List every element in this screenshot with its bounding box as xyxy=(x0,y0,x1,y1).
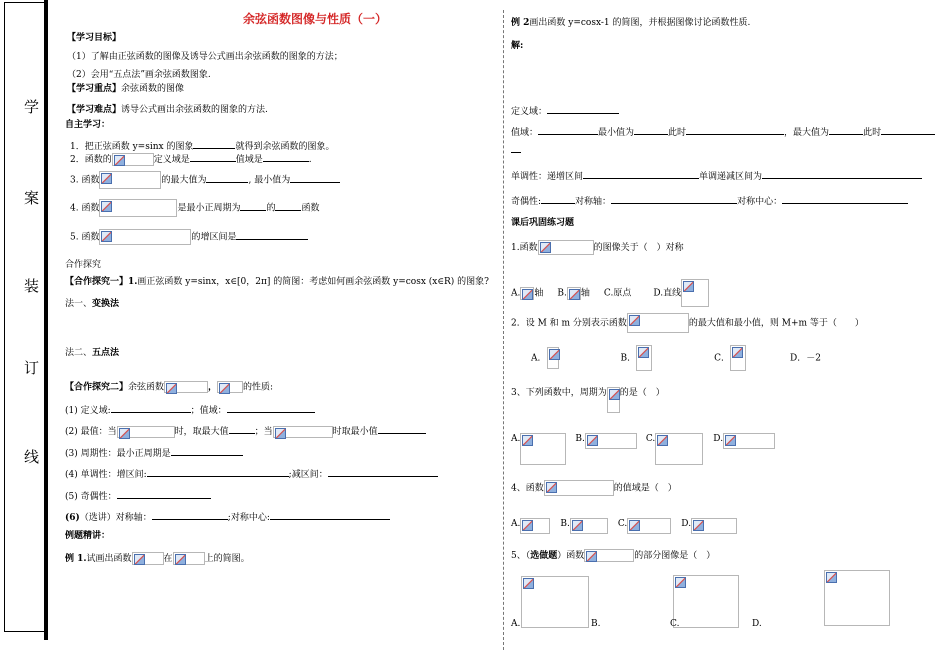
image-placeholder-icon xyxy=(546,482,557,493)
q-text: 定义域是 xyxy=(153,155,190,165)
image-placeholder-icon xyxy=(725,435,736,446)
image-placeholder-icon xyxy=(522,520,533,531)
q-text: 的图像关于（ ）对称 xyxy=(593,243,684,253)
answer-text: 值域： xyxy=(511,128,539,138)
blank-line xyxy=(782,194,908,204)
example-text: 画出函数 y=cosx-1 的简图，并根据图像讨论函数性质. xyxy=(529,18,751,28)
binding-char: 订 xyxy=(24,359,40,377)
answer-range xyxy=(511,125,935,139)
formula-image xyxy=(627,518,671,534)
method-label: 法二、 xyxy=(65,348,93,358)
blank-line xyxy=(686,125,784,135)
binding-char: 学 xyxy=(24,98,40,116)
formula-image xyxy=(547,347,559,369)
option-label: A. xyxy=(511,434,521,444)
coop-one-text: 画正弦函数 y=sinx，x∈[0，2π] 的简图：考虑如何画余弦函数 y=cosx (x∈R) 的图象? xyxy=(137,277,489,287)
formula-image xyxy=(585,433,637,449)
prop-text: (5) 奇偶性： xyxy=(65,492,117,502)
formula-image xyxy=(538,240,594,255)
examples-heading: 例题精讲： xyxy=(65,531,111,541)
option-label: B． xyxy=(620,353,637,364)
formula-image xyxy=(173,552,205,565)
formula-image xyxy=(99,171,161,189)
practice-q2 xyxy=(511,313,864,333)
coop-part-one xyxy=(65,276,489,288)
goal-item: （1）了解由正弦函数的图像及诱导公式画出余弦函数的图象的方法； xyxy=(67,52,343,62)
q-text: ）函数 xyxy=(557,551,585,561)
answer-monotone xyxy=(511,169,922,183)
blank-line xyxy=(229,424,255,434)
answer-text: 单调性：递增区间 xyxy=(511,172,584,182)
optional-tag: 选做题 xyxy=(530,551,558,561)
blank-line xyxy=(152,510,228,520)
practice-q4-options xyxy=(511,518,737,534)
image-placeholder-icon xyxy=(119,428,130,439)
image-placeholder-icon xyxy=(572,520,583,531)
blank-line xyxy=(190,152,236,162)
self-study-q5 xyxy=(70,229,308,245)
option-label: C. xyxy=(645,434,656,444)
q-text: 4. 函数 xyxy=(70,203,100,214)
image-placeholder-icon xyxy=(693,520,704,531)
q-text: 的最大值和最小值，则 M+m 等于（ ） xyxy=(688,318,864,329)
q-text: 的 xyxy=(266,203,276,214)
q-text: 的部分图像是（ ） xyxy=(634,551,716,561)
blank-line xyxy=(511,143,521,153)
q-text: 值域是 xyxy=(235,155,263,165)
q-text: 3. 函数 xyxy=(70,175,100,186)
q-text: 的最大值为 xyxy=(161,175,207,186)
graph-option-label: D. xyxy=(752,619,762,629)
option-text: 轴 xyxy=(580,288,590,299)
q-text: . xyxy=(308,155,312,165)
graph-option-image xyxy=(824,570,890,626)
formula-image xyxy=(730,345,746,371)
graph-option-label: A. xyxy=(511,619,521,629)
example-label: 例 2 xyxy=(511,18,530,28)
q-text: 4、函数 xyxy=(511,483,544,494)
formula-image xyxy=(570,518,608,534)
image-placeholder-icon xyxy=(101,231,112,242)
q-text: 5. 函数 xyxy=(70,232,100,243)
blank-line xyxy=(171,446,243,456)
blank-line xyxy=(263,152,309,162)
q-text: 就得到余弦函数的图象。 xyxy=(235,142,335,152)
binding-bar xyxy=(44,0,48,640)
q-text: 函数 xyxy=(301,203,320,214)
formula-image xyxy=(627,313,689,333)
formula-image xyxy=(164,381,208,393)
goals-heading: 【学习目标】 xyxy=(67,33,122,43)
graph-option-label: C. xyxy=(670,619,680,629)
practice-q3 xyxy=(511,387,665,413)
blank-line xyxy=(881,125,935,135)
option-label: A. xyxy=(511,288,521,299)
coop-one-label: 【合作探究一】 xyxy=(65,277,129,287)
blank-line xyxy=(611,194,737,204)
option-label: B. xyxy=(557,288,567,299)
range-line-wrap xyxy=(511,143,521,157)
prop-text: 时，取最大值 xyxy=(174,427,229,437)
image-placeholder-icon xyxy=(549,349,560,360)
blank-line xyxy=(227,403,315,413)
blank-line xyxy=(111,403,191,413)
example-label: 例 1. xyxy=(65,554,87,564)
image-placeholder-icon xyxy=(638,347,649,358)
column-divider xyxy=(503,10,504,650)
formula-image xyxy=(607,387,620,413)
image-placeholder-icon xyxy=(657,435,668,446)
blank-line xyxy=(538,125,598,135)
formula-image xyxy=(112,153,154,166)
blank-line xyxy=(583,169,699,179)
q-text: , 最小值为 xyxy=(248,175,291,186)
option-label: C． xyxy=(714,353,731,364)
image-placeholder-icon xyxy=(683,281,694,292)
answer-text: ，最大值为 xyxy=(784,128,830,138)
option-text: D．－2 xyxy=(790,353,821,364)
practice-q4 xyxy=(511,480,677,496)
formula-image xyxy=(273,426,333,438)
image-placeholder-icon xyxy=(175,554,186,565)
coop-heading: 合作探究 xyxy=(65,260,102,270)
image-placeholder-icon xyxy=(522,289,533,300)
image-placeholder-icon xyxy=(101,201,112,212)
coop-two-tail: 的性质: xyxy=(243,382,274,393)
image-placeholder-icon xyxy=(523,578,534,589)
example-two xyxy=(511,17,750,29)
prop-text: (3) 周期性：最小正周期是 xyxy=(65,449,171,459)
example-text: 试画出函数 xyxy=(86,554,132,564)
q-text: 2．设 M 和 m 分别表示函数 xyxy=(511,318,627,329)
method-two xyxy=(65,347,119,359)
difficult-point-text: 诱导公式画出余弦函数的图象的方法. xyxy=(121,105,268,115)
blank-line xyxy=(147,467,289,477)
answer-text: 最小值为 xyxy=(598,128,635,138)
image-placeholder-icon xyxy=(732,347,743,358)
prop-text: (1) 定义域: xyxy=(65,406,111,416)
formula-image xyxy=(217,381,243,393)
difficult-point-label: 【学习难点】 xyxy=(67,105,122,115)
blank-line xyxy=(328,467,438,477)
blank-line xyxy=(275,201,301,211)
option-label: A． xyxy=(531,353,547,364)
example-one xyxy=(65,552,250,565)
image-placeholder-icon xyxy=(826,572,837,583)
image-placeholder-icon xyxy=(166,383,177,394)
option-label: B. xyxy=(560,519,570,529)
practice-heading: 课后巩固练习题 xyxy=(511,218,575,228)
method-name: 变换法 xyxy=(92,299,120,309)
formula-image xyxy=(520,518,550,534)
prop-text: (2) 最值：当 xyxy=(65,427,117,437)
binding-char: 装 xyxy=(24,277,40,295)
formula-image xyxy=(723,433,775,449)
key-point-label: 【学习重点】 xyxy=(67,84,122,94)
prop-text: ;对称中心: xyxy=(227,513,270,523)
prop-text: (4) 单调性：增区间: xyxy=(65,470,147,480)
image-placeholder-icon xyxy=(114,155,125,166)
q-text: 1．把正弦函数 y=sinx 的图象 xyxy=(70,142,194,152)
blank-line xyxy=(236,230,308,240)
q-text: 的是（ ） xyxy=(619,388,665,398)
formula-image xyxy=(636,345,652,371)
answer-text: 定义域： xyxy=(511,107,548,117)
page-title: 余弦函数图像与性质（一） xyxy=(243,12,388,26)
binding-char: 案 xyxy=(24,189,40,207)
coop-two-comma: ， xyxy=(208,382,218,393)
formula-image xyxy=(99,199,177,217)
practice-q3-options xyxy=(511,433,775,465)
property-parity xyxy=(65,489,211,503)
property-extrema xyxy=(65,424,426,438)
binding-char: 线 xyxy=(24,448,40,466)
answer-text: 对称中心： xyxy=(737,197,783,207)
blank-line xyxy=(378,424,426,434)
answer-text: 此时 xyxy=(668,128,687,138)
example-text: 在 xyxy=(163,554,173,564)
property-domain xyxy=(65,403,315,417)
answer-text: 单调递减区间为 xyxy=(699,172,763,182)
image-placeholder-icon xyxy=(609,389,620,400)
prop-num: (6) xyxy=(65,513,80,523)
example-text: 上的简图。 xyxy=(204,554,250,564)
practice-q2-options xyxy=(531,345,821,371)
option-text: C.原点 xyxy=(603,288,632,299)
property-symmetry xyxy=(65,510,390,524)
image-placeholder-icon xyxy=(587,435,598,446)
property-period xyxy=(65,446,243,460)
graph-option-image xyxy=(673,575,739,628)
q-text: 3、下列函数中，周期为 xyxy=(511,388,607,398)
formula-image xyxy=(584,549,634,562)
option-label: D. xyxy=(681,519,692,529)
blank-line xyxy=(541,194,575,204)
formula-image xyxy=(99,229,191,245)
graph-option-label: B. xyxy=(591,619,601,629)
formula-image xyxy=(520,433,566,465)
option-label: B. xyxy=(575,434,585,444)
image-placeholder-icon xyxy=(275,428,286,439)
blank-line xyxy=(117,489,211,499)
option-text: 轴 xyxy=(534,288,544,299)
formula-image xyxy=(132,552,164,565)
practice-q1 xyxy=(511,240,684,255)
q-text: 2．函数的 xyxy=(70,155,112,165)
q-text: 5、（ xyxy=(511,551,531,561)
method-one xyxy=(65,298,119,310)
coop-one-num: 1. xyxy=(128,277,138,287)
blank-line xyxy=(634,125,668,135)
prop-text: ;减区间： xyxy=(288,470,328,480)
method-label: 法一、 xyxy=(65,299,93,309)
q-text: 的值域是（ ） xyxy=(613,483,677,494)
self-study-q2 xyxy=(70,152,312,166)
self-study-heading: 自主学习： xyxy=(65,120,111,130)
self-study-q3 xyxy=(70,171,340,189)
formula-image xyxy=(117,426,175,438)
blank-line xyxy=(193,139,235,149)
formula-image xyxy=(567,287,581,300)
image-placeholder-icon xyxy=(569,289,580,300)
self-study-q4 xyxy=(70,199,320,217)
blank-line xyxy=(240,201,266,211)
answer-domain xyxy=(511,104,619,118)
image-placeholder-icon xyxy=(586,551,597,562)
prop-text: ；当 xyxy=(254,427,273,437)
prop-text: ；值域： xyxy=(190,406,227,416)
blank-line xyxy=(270,510,390,520)
self-study-q1 xyxy=(70,139,334,153)
option-label: A. xyxy=(511,519,521,529)
solution-label: 解: xyxy=(511,41,524,51)
practice-q5 xyxy=(511,549,715,562)
q-text: 的增区间是 xyxy=(191,232,237,243)
option-label: D. xyxy=(713,434,724,444)
answer-text: 对称轴： xyxy=(575,197,612,207)
option-label: C. xyxy=(617,519,628,529)
image-placeholder-icon xyxy=(675,577,686,588)
image-placeholder-icon xyxy=(629,520,640,531)
formula-image xyxy=(655,433,703,465)
property-monotonic xyxy=(65,467,438,481)
practice-q1-options xyxy=(511,279,709,307)
blank-line xyxy=(206,173,248,183)
blank-line xyxy=(547,104,619,114)
image-placeholder-icon xyxy=(522,435,533,446)
key-point xyxy=(67,83,184,95)
q-text: 1.函数 xyxy=(511,243,538,253)
coop-two-text: 余弦函数 xyxy=(128,382,165,393)
answer-text: 奇偶性: xyxy=(511,197,542,207)
difficult-point xyxy=(67,104,268,116)
coop-two-label: 【合作探究二】 xyxy=(65,382,129,393)
image-placeholder-icon xyxy=(219,383,230,394)
formula-image xyxy=(544,480,614,496)
blank-line xyxy=(762,169,922,179)
goal-item: （2）会用“五点法”画余弦函数图象. xyxy=(67,70,211,80)
key-point-text: 余弦函数的图像 xyxy=(121,84,185,94)
answer-parity xyxy=(511,194,908,208)
blank-line xyxy=(829,125,863,135)
formula-image xyxy=(520,287,534,300)
image-placeholder-icon xyxy=(134,554,145,565)
formula-image xyxy=(691,518,737,534)
answer-text: 此时 xyxy=(863,128,882,138)
image-placeholder-icon xyxy=(540,242,551,253)
image-placeholder-icon xyxy=(101,173,112,184)
prop-text: （选讲）对称轴： xyxy=(79,513,152,523)
formula-image xyxy=(681,279,709,307)
option-text: D.直线 xyxy=(653,288,682,299)
image-placeholder-icon xyxy=(629,315,640,326)
graph-option-image xyxy=(521,576,589,628)
q-text: 是最小正周期为 xyxy=(177,203,241,214)
blank-line xyxy=(290,173,340,183)
coop-part-two xyxy=(65,381,273,394)
method-name: 五点法 xyxy=(92,348,120,358)
prop-text: 时取最小值 xyxy=(332,427,378,437)
